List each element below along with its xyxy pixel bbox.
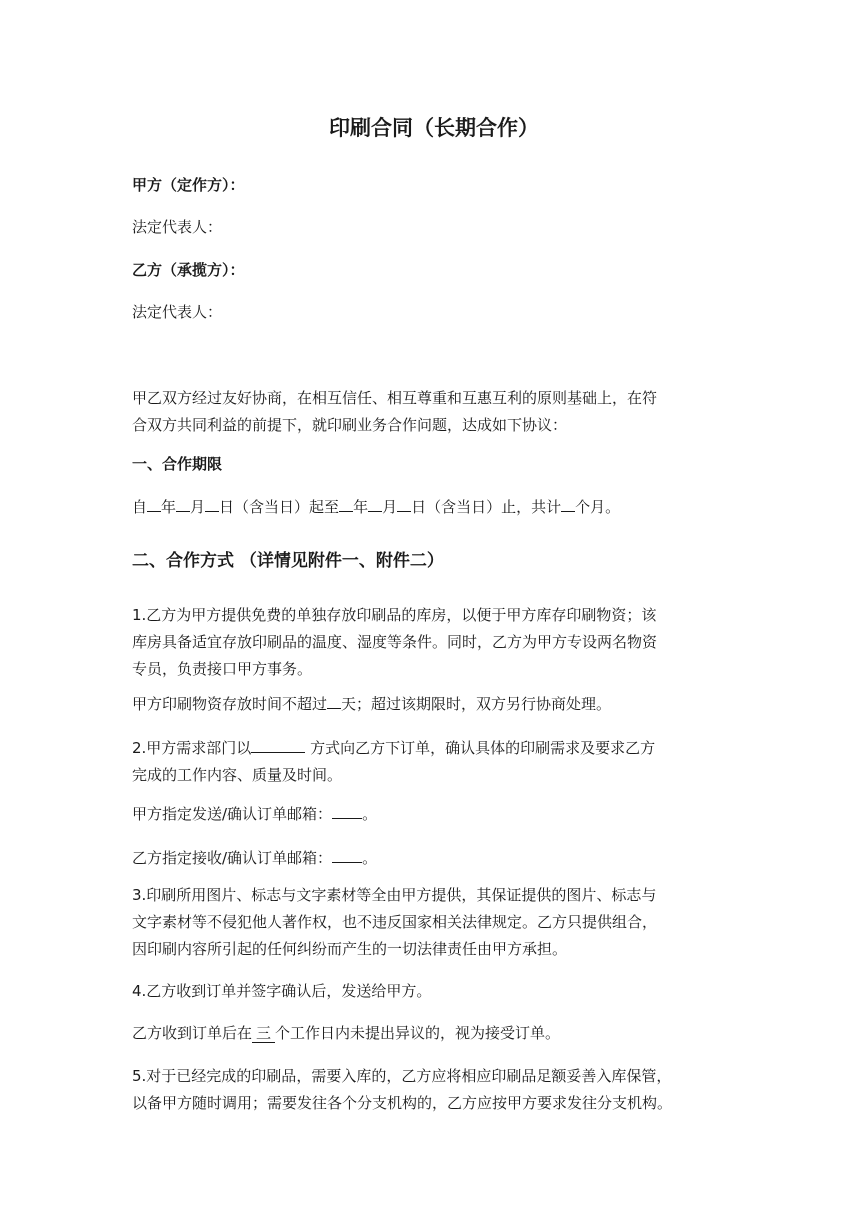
item-1-line-1: 1.乙方为甲方提供免费的单独存放印刷品的库房，以便于甲方库存印刷物资；该 — [132, 606, 657, 624]
party-a-email-label: 甲方指定发送/确认订单邮箱： — [132, 805, 333, 823]
party-a-email-period: 。 — [362, 805, 378, 823]
party-b-representative-label: 法定代表人： — [132, 303, 223, 321]
end-day-blank — [397, 511, 411, 512]
section-2-heading: 二、合作方式 （详情见附件一、附件二） — [132, 551, 444, 571]
item-5-line-1: 5.对于已经完成的印刷品，需要入库的，乙方应将相应印刷品足额妥善入库保管， — [132, 1067, 672, 1085]
intro-paragraph — [132, 385, 740, 439]
storage-text-b: 天；超过该期限时，双方另行协商处理。 — [341, 695, 612, 713]
cooperation-period-line — [132, 494, 740, 521]
party-b-email-label: 乙方指定接收/确认订单邮箱： — [132, 849, 333, 867]
item-5-line-2: 以备甲方随时调用；需要发往各个分支机构的，乙方应按甲方要求发往分支机构。 — [132, 1094, 673, 1112]
acceptance-text-a: 乙方收到订单后在 — [132, 1024, 253, 1042]
intro-line-1: 甲乙双方经过友好协商，在相互信任、相互尊重和互惠互利的原则基础上，在符 — [132, 389, 658, 407]
acceptance-text-b: 个工作日内未提出异议的，视为接受订单。 — [275, 1024, 561, 1042]
section-1-heading: 一、合作期限 — [132, 455, 223, 473]
period-text-until: 日（含当日）起至 — [219, 498, 340, 516]
period-text-months: 个月。 — [575, 498, 621, 516]
start-month-blank — [176, 511, 190, 512]
period-text-end-year: 年 — [353, 498, 369, 516]
period-text-from: 自 — [132, 498, 148, 516]
item-3-line-1: 3.印刷所用图片、标志与文字素材等全由甲方提供，其保证提供的图片、标志与 — [132, 886, 657, 904]
party-b-email-period: 。 — [362, 849, 378, 867]
document-title: 印刷合同（长期合作） — [329, 116, 539, 140]
item-1-line-2: 库房具备适宜存放印刷品的温度、湿度等条件。同时，乙方为甲方专设两名物资 — [132, 633, 658, 651]
item-5-paragraph — [132, 1063, 740, 1117]
item-2-text-a: 2.甲方需求部门以 — [132, 739, 252, 757]
item-4-line: 4.乙方收到订单并签字确认后，发送给甲方。 — [132, 982, 432, 1000]
party-b-email-line — [132, 845, 740, 872]
start-year-blank — [147, 511, 161, 512]
party-b-email-blank — [332, 862, 362, 863]
period-text-total: 日（含当日）止，共计 — [411, 498, 562, 516]
item-3-line-3: 因印刷内容所引起的任何纠纷而产生的一切法律责任由甲方承担。 — [132, 940, 568, 958]
item-1-line-3: 专员，负责接口甲方事务。 — [132, 660, 313, 678]
item-3-paragraph — [132, 882, 740, 963]
acceptance-days-value: 三 — [252, 1024, 275, 1043]
start-day-blank — [205, 511, 219, 512]
period-text-month: 月 — [190, 498, 206, 516]
party-a-email-line — [132, 801, 740, 828]
item-2-line-2: 完成的工作内容、质量及时间。 — [132, 766, 343, 784]
item-2-line-1 — [132, 735, 740, 762]
item-2-text-b: 方式向乙方下订单，确认具体的印刷需求及要求乙方 — [305, 739, 656, 757]
storage-text-a: 甲方印刷物资存放时间不超过 — [132, 695, 328, 713]
intro-line-2: 合双方共同利益的前提下，就印刷业务合作问题，达成如下协议： — [132, 416, 568, 434]
party-a-representative-label: 法定代表人： — [132, 218, 223, 236]
party-a-email-blank — [332, 818, 362, 819]
total-months-blank — [561, 511, 575, 512]
item-1-paragraph — [132, 602, 740, 683]
period-text-year: 年 — [161, 498, 177, 516]
end-year-blank — [339, 511, 353, 512]
storage-period-line — [132, 691, 740, 718]
party-b-label: 乙方（承揽方）： — [132, 261, 245, 279]
party-a-label: 甲方（定作方）： — [132, 176, 245, 194]
storage-days-blank — [327, 708, 341, 709]
period-text-end-month: 月 — [382, 498, 398, 516]
order-acceptance-line — [132, 1020, 740, 1047]
end-month-blank — [368, 511, 382, 512]
order-method-blank — [251, 752, 305, 753]
item-2-paragraph — [132, 735, 740, 789]
item-3-line-2: 文字素材等不侵犯他人著作权，也不违反国家相关法律规定。乙方只提供组合， — [132, 913, 658, 931]
